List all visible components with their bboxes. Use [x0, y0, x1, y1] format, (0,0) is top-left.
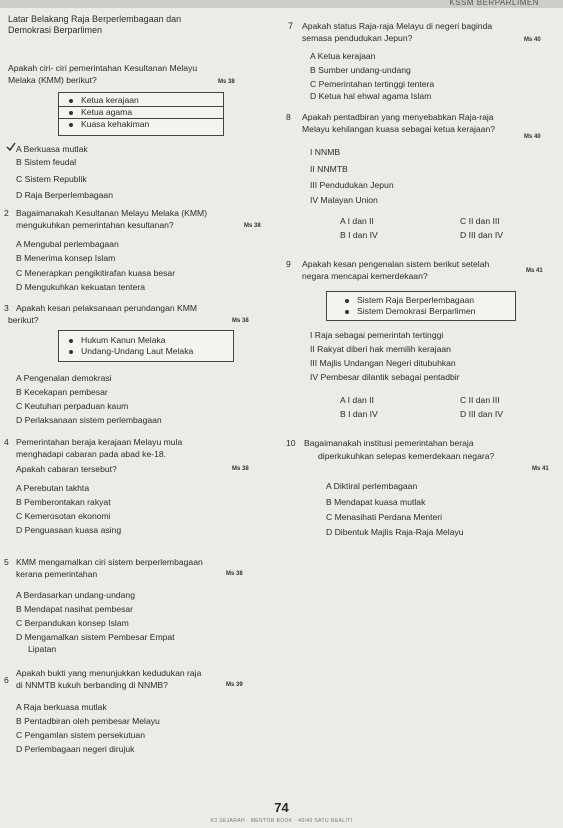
q7-stem-line-2: semasa pendudukan Jepun?: [302, 33, 413, 43]
q3-ms-ref: Ms 38: [232, 318, 249, 324]
page-footer: K3 SEJARAH · MENTOR BOOK · 40/40 SATU REALITI: [210, 818, 353, 824]
q3-option-d[interactable]: D Perlaksanaan sistem perlembagaan: [16, 415, 162, 425]
q4-ms-ref: Ms 38: [232, 466, 249, 472]
q10-ms-ref: Ms 41: [532, 466, 549, 472]
right-column: [282, 0, 557, 800]
checkmark-icon: [6, 142, 16, 152]
q6-ms-ref: Ms 39: [226, 682, 243, 688]
q10-option-c[interactable]: C Menasihati Perdana Menteri: [326, 512, 443, 522]
q9-choice-a[interactable]: A I dan II: [340, 395, 374, 405]
q9-item-iii: III Majlis Undangan Negeri ditubuhkan: [310, 358, 456, 368]
q2-option-c[interactable]: C Menerapkan pengikitirafan kuasa besar: [16, 268, 176, 278]
q2-stem-line-2: mengukuhkan pemerintahan kesultanan?: [16, 220, 174, 230]
q7-ms-ref: Ms 40: [524, 37, 541, 43]
q5-option-d[interactable]: D Mengamalkan sistem Pembesar Empat: [16, 632, 175, 642]
q2-ms-ref: Ms 38: [244, 223, 261, 229]
q10-stem-line-2: diperkukuhkan selepas kemerdekaan negara?: [318, 451, 495, 461]
q8-item-i: I NNMB: [310, 147, 341, 157]
q3-option-a[interactable]: A Pengenalan demokrasi: [16, 373, 112, 383]
q5-stem-line-1: KMM mengamalkan ciri sistem berperlembagaan: [16, 557, 203, 567]
q7-number: 7: [288, 21, 294, 31]
q1-option-d[interactable]: D Raja Berperlembagaan: [16, 190, 113, 200]
q9-system: Sistem Raja Berperlembagaan: [357, 295, 515, 306]
q1-statement: Ketua agama: [59, 107, 223, 119]
q9-system: Sistem Demokrasi Berparlimen: [357, 306, 515, 317]
q7-option-b[interactable]: B Sumber undang-undang: [310, 65, 411, 75]
q1-statement: Kuasa kehakiman: [59, 119, 223, 130]
q3-option-c[interactable]: C Keutuhan perpaduan kaum: [16, 401, 129, 411]
q4-number: 4: [4, 437, 9, 447]
q5-ms-ref: Ms 38: [226, 571, 243, 577]
q3-statement: Hukum Kanun Melaka: [81, 335, 233, 346]
q3-stem-line-1: Apakah kesan pelaksanaan perundangan KMM: [16, 303, 198, 313]
q8-stem-line-2: Melayu kehilangan kuasa sebagai ketua kerajaan?: [302, 124, 496, 134]
q8-choice-b[interactable]: B I dan IV: [340, 230, 378, 240]
q1-option-c[interactable]: C Sistem Republik: [16, 174, 87, 184]
q6-stem-line-2: di NNMTB kukuh berbanding di NNMB?: [16, 680, 168, 690]
q4-option-a[interactable]: A Perebutan takhta: [16, 483, 90, 493]
q10-option-a[interactable]: A Diktiral perlembagaan: [326, 481, 418, 491]
q3-statement-box: [58, 330, 234, 362]
q5-option-d-continued: Lipatan: [28, 644, 57, 654]
q10-number: 10: [286, 438, 296, 448]
q8-item-ii: II NNMTB: [310, 164, 348, 174]
q8-choice-a[interactable]: A I dan II: [340, 216, 374, 226]
q1-statement-box: [58, 92, 224, 136]
q5-option-c[interactable]: C Berpandukan konsep Islam: [16, 618, 129, 628]
q6-number: 6: [4, 675, 9, 685]
q5-number: 5: [4, 557, 9, 567]
q1-stem-line-1: Apakah ciri- ciri pemerintahan Kesultanan Melayu: [8, 63, 198, 73]
q3-option-b[interactable]: B Kecekapan pembesar: [16, 387, 108, 397]
q5-stem-line-2: kerana pemerintahan: [16, 569, 98, 579]
q7-stem-line-1: Apakah status Raja-raja Melayu di negeri baginda: [302, 21, 493, 31]
q6-option-b[interactable]: B Pentadbiran oleh pembesar Melayu: [16, 716, 160, 726]
q7-option-a[interactable]: A Ketua kerajaan: [310, 51, 376, 61]
q9-number: 9: [286, 259, 291, 269]
q1-option-b[interactable]: B Sistem feudal: [16, 157, 77, 167]
header-right: KSSM BERPARLIMEN: [449, 0, 539, 7]
q9-system-box: [326, 291, 516, 321]
q8-number: 8: [286, 112, 291, 122]
q3-number: 3: [4, 303, 9, 313]
q4-option-c[interactable]: C Kemerosotan ekonomi: [16, 511, 111, 521]
q9-ms-ref: Ms 41: [526, 268, 543, 274]
q1-stem-line-2: Melaka (KMM) berikut?: [8, 75, 97, 85]
q9-choice-d[interactable]: D III dan IV: [460, 409, 503, 419]
q8-choice-d[interactable]: D III dan IV: [460, 230, 503, 240]
q9-choice-b[interactable]: B I dan IV: [340, 409, 378, 419]
q9-item-ii: II Rakyat diberi hak memilih kerajaan: [310, 344, 451, 354]
q2-option-d[interactable]: D Mengukuhkan kekuatan tentera: [16, 282, 145, 292]
q10-option-d[interactable]: D Dibentuk Majlis Raja-Raja Melayu: [326, 527, 464, 537]
q4-option-b[interactable]: B Pemberontakan rakyat: [16, 497, 111, 507]
q1-ms-ref: Ms 38: [218, 79, 235, 85]
q1-statement: Ketua kerajaan: [59, 95, 223, 107]
q9-stem-line-2: negara mencapai kemerdekaan?: [302, 271, 428, 281]
q8-item-iv: IV Malayan Union: [310, 195, 378, 205]
q6-option-c[interactable]: C Pengamlan sistem persekutuan: [16, 730, 145, 740]
q7-option-d[interactable]: D Ketua hal ehwal agama Islam: [310, 91, 432, 101]
q2-stem-line-1: Bagaimanakah Kesultanan Melayu Melaka (KMM): [16, 208, 208, 218]
page-number: 74: [274, 800, 289, 815]
q10-stem-line-1: Bagaimanakah institusi pemerintahan beraja: [304, 438, 474, 448]
q9-item-iv: IV Pembesar dilantik sebagai pentadbir: [310, 372, 460, 382]
q3-stem-line-2: berikut?: [8, 315, 39, 325]
q10-option-b[interactable]: B Mendapat kuasa mutlak: [326, 497, 426, 507]
q2-number: 2: [4, 208, 9, 218]
q2-option-b[interactable]: B Menerima konsep Islam: [16, 253, 116, 263]
left-column: [0, 0, 276, 800]
q4-stem-line-1: Pemerintahan beraja kerajaan Melayu mula: [16, 437, 183, 447]
section-header-line-1: Latar Belakang Raja Berperlembagaan dan: [8, 14, 182, 24]
q5-option-a[interactable]: A Berdasarkan undang-undang: [16, 590, 135, 600]
q8-item-iii: III Pendudukan Jepun: [310, 180, 394, 190]
q8-ms-ref: Ms 40: [524, 134, 541, 140]
q4-option-d[interactable]: D Penguasaan kuasa asing: [16, 525, 122, 535]
q6-option-d[interactable]: D Perlembagaan negeri dirujuk: [16, 744, 135, 754]
q4-stem-line-2: menghadapi cabaran pada abad ke-18.: [16, 449, 167, 459]
q3-statement: Undang-Undang Laut Melaka: [81, 346, 233, 357]
q7-option-c[interactable]: C Pemerintahan tertinggi tentera: [310, 79, 435, 89]
q4-sub-question: Apakah cabaran tersebut?: [16, 464, 117, 474]
q6-stem-line-1: Apakah bukti yang menunjukkan kedudukan raja: [16, 668, 202, 678]
q5-option-b[interactable]: B Mendapat nasihat pembesar: [16, 604, 134, 614]
q8-stem-line-1: Apakah pentadbiran yang menyebabkan Raja-raja: [302, 112, 494, 122]
q9-stem-line-1: Apakah kesan pengenalan sistem berikut setelah: [302, 259, 490, 269]
q2-option-a[interactable]: A Mengubal perlembagaan: [16, 239, 119, 249]
q6-option-a[interactable]: A Raja berkuasa mutlak: [16, 702, 107, 712]
q9-choice-c[interactable]: C II dan III: [460, 395, 500, 405]
q9-item-i: I Raja sebagai pemerintah tertinggi: [310, 330, 444, 340]
q1-option-a[interactable]: A Berkuasa mutlak: [16, 144, 88, 154]
section-header-line-2: Demokrasi Berparlimen: [8, 25, 103, 35]
q8-choice-c[interactable]: C II dan III: [460, 216, 500, 226]
